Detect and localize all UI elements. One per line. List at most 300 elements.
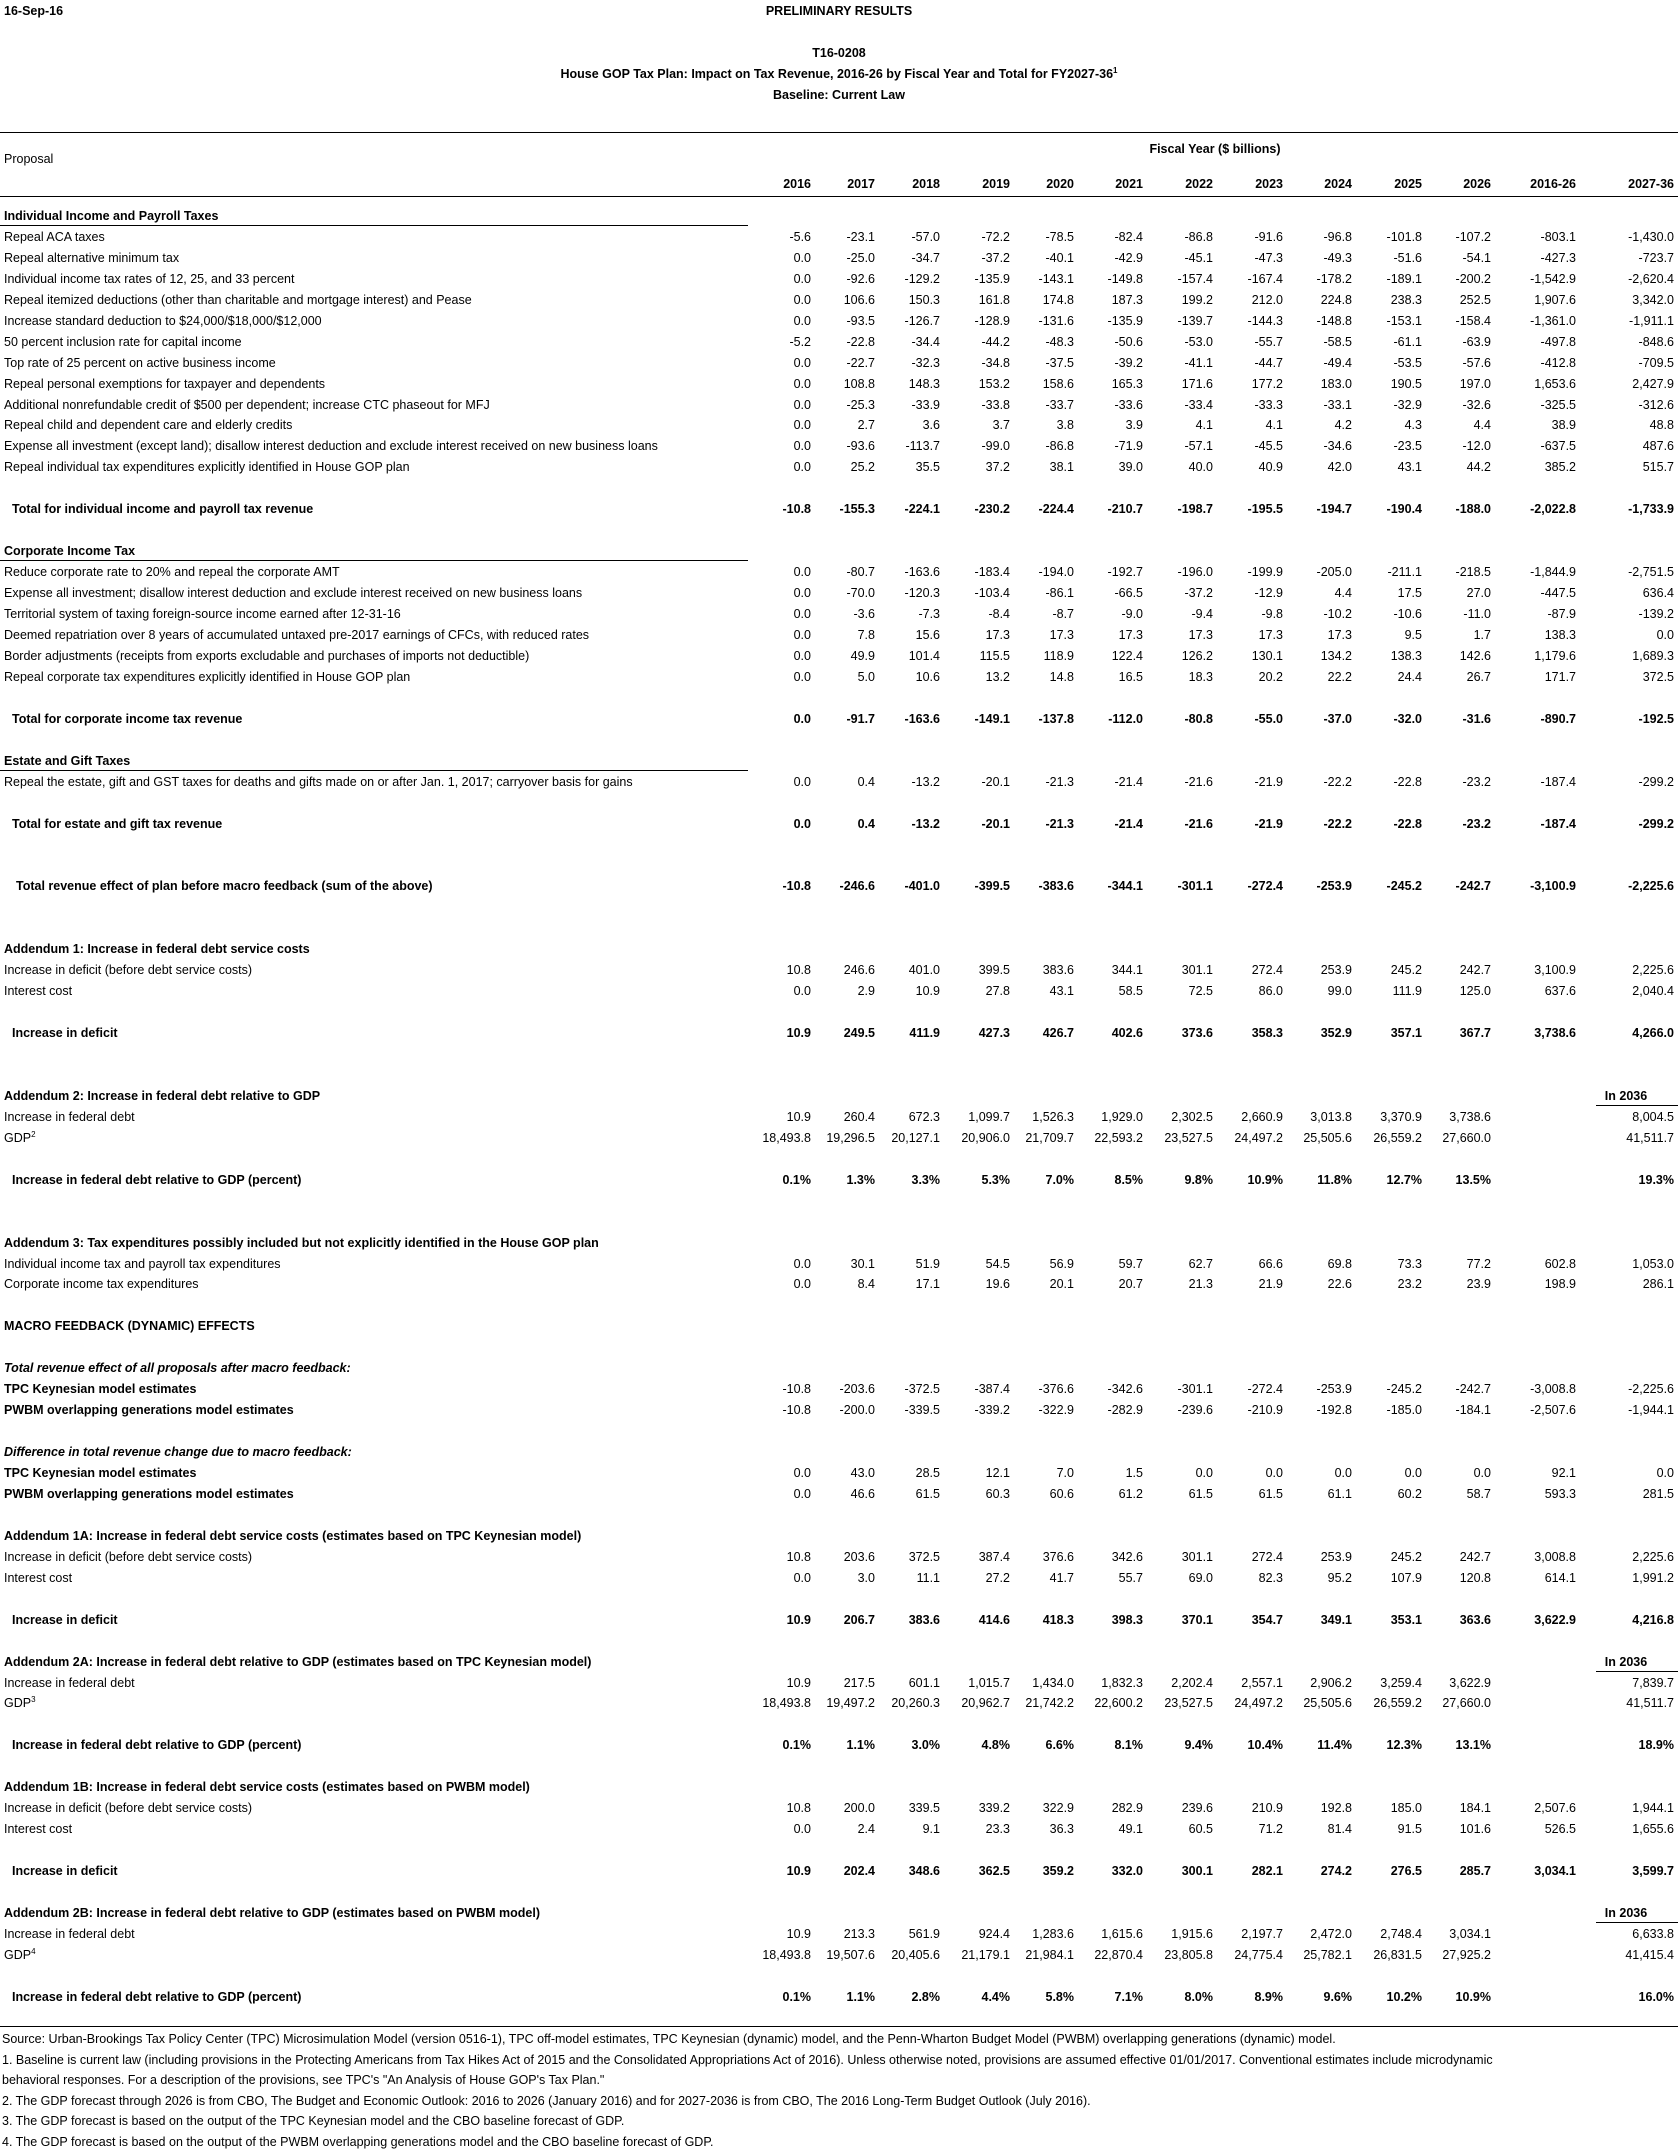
table-cell: 10.9 bbox=[786, 1110, 811, 1124]
table-cell: -301.1 bbox=[1177, 879, 1213, 893]
table-cell: -34.4 bbox=[911, 335, 940, 349]
year-header-2017: 2017 bbox=[847, 177, 875, 191]
row-label bbox=[12, 501, 313, 517]
row-label bbox=[4, 669, 410, 685]
table-cell: -41.1 bbox=[1184, 356, 1213, 370]
row-label bbox=[12, 1025, 118, 1041]
row-label-text: Individual Income and Payroll Taxes bbox=[4, 209, 219, 223]
row-label bbox=[12, 1863, 118, 1879]
table-cell: 18.9% bbox=[1638, 1738, 1674, 1752]
table-cell: 61.5 bbox=[1258, 1487, 1283, 1501]
table-cell: 2,427.9 bbox=[1632, 377, 1674, 391]
row-label-text: Repeal itemized deductions (other than charitable and mortgage interest) and Pease bbox=[4, 293, 472, 307]
table-cell: 322.9 bbox=[1042, 1801, 1074, 1815]
table-cell: -37.2 bbox=[1184, 586, 1213, 600]
table-cell: -848.6 bbox=[1638, 335, 1674, 349]
table-cell: 352.9 bbox=[1320, 1026, 1352, 1040]
table-cell: 171.7 bbox=[1544, 670, 1576, 684]
table-cell: 426.7 bbox=[1042, 1026, 1074, 1040]
table-cell: -272.4 bbox=[1247, 879, 1283, 893]
row-label-text: Addendum 2A: Increase in federal debt relative to GDP (estimates based on TPC Keynesian model) bbox=[4, 1655, 592, 1669]
row-label-text: Border adjustments (receipts from exports excludable and purchases of imports not deductible) bbox=[4, 649, 530, 663]
row-label-text: Top rate of 25 percent on active business income bbox=[4, 356, 276, 370]
table-cell: -7.3 bbox=[918, 607, 940, 621]
row-label-text: Increase in deficit bbox=[12, 1613, 118, 1627]
table-cell: 252.5 bbox=[1459, 293, 1491, 307]
table-cell: -21.4 bbox=[1114, 775, 1143, 789]
table-cell: 1,991.2 bbox=[1632, 1571, 1674, 1585]
table-cell: 16.0% bbox=[1638, 1990, 1674, 2004]
row-label-text: Difference in total revenue change due to macro feedback: bbox=[4, 1445, 352, 1459]
year-header-2025: 2025 bbox=[1394, 177, 1422, 191]
table-cell: -144.3 bbox=[1247, 314, 1283, 328]
table-cell: -22.8 bbox=[1393, 817, 1422, 831]
table-cell: -2,022.8 bbox=[1530, 502, 1576, 516]
table-cell: 0.0 bbox=[793, 628, 811, 642]
table-cell: -242.7 bbox=[1455, 879, 1491, 893]
table-cell: 120.8 bbox=[1459, 1571, 1491, 1585]
table-cell: 402.6 bbox=[1111, 1026, 1143, 1040]
table-cell: 672.3 bbox=[908, 1110, 940, 1124]
table-cell: 44.2 bbox=[1466, 460, 1491, 474]
row-label-text: Deemed repatriation over 8 years of accumulated untaxed pre-2017 earnings of CFCs, with reduced rates bbox=[4, 628, 590, 642]
table-cell: -2,751.5 bbox=[1628, 565, 1674, 579]
table-cell: -167.4 bbox=[1247, 272, 1283, 286]
section-underline bbox=[0, 560, 748, 561]
table-cell: 7.8 bbox=[857, 628, 875, 642]
table-cell: 242.7 bbox=[1459, 1550, 1491, 1564]
table-cell: 383.6 bbox=[1042, 963, 1074, 977]
table-cell: 20,127.1 bbox=[891, 1131, 940, 1145]
table-cell: 158.6 bbox=[1042, 377, 1074, 391]
table-cell: 9.6% bbox=[1323, 1990, 1352, 2004]
section-heading bbox=[4, 1654, 591, 1670]
table-cell: 138.3 bbox=[1544, 628, 1576, 642]
row-label bbox=[4, 983, 72, 999]
table-cell: 69.0 bbox=[1188, 1571, 1213, 1585]
row-label-text: Increase in federal debt relative to GDP (percent) bbox=[12, 1173, 302, 1187]
table-cell: 7.0 bbox=[1056, 1466, 1074, 1480]
table-cell: 7.1% bbox=[1114, 1990, 1143, 2004]
table-cell: -890.7 bbox=[1540, 712, 1576, 726]
table-cell: 3,034.1 bbox=[1534, 1864, 1576, 1878]
table-cell: 62.7 bbox=[1188, 1257, 1213, 1271]
section-heading bbox=[4, 753, 130, 769]
table-cell: -10.2 bbox=[1323, 607, 1352, 621]
table-cell: -54.1 bbox=[1462, 251, 1491, 265]
table-cell: -157.4 bbox=[1177, 272, 1213, 286]
table-cell: 348.6 bbox=[908, 1864, 940, 1878]
table-cell: 8.4 bbox=[857, 1277, 875, 1291]
table-cell: -2,620.4 bbox=[1628, 272, 1674, 286]
row-label bbox=[4, 1549, 252, 1565]
row-label-text: 50 percent inclusion rate for capital income bbox=[4, 335, 242, 349]
table-cell: -47.3 bbox=[1254, 251, 1283, 265]
row-label bbox=[4, 438, 658, 454]
table-cell: 25.2 bbox=[850, 460, 875, 474]
table-cell: 418.3 bbox=[1042, 1613, 1074, 1627]
row-label bbox=[4, 459, 410, 475]
table-cell: 286.1 bbox=[1642, 1277, 1674, 1291]
table-cell: 0.0 bbox=[793, 607, 811, 621]
table-cell: 383.6 bbox=[908, 1613, 940, 1627]
table-cell: -25.3 bbox=[846, 398, 875, 412]
table-cell: 1,434.0 bbox=[1032, 1676, 1074, 1690]
table-cell: 23,805.8 bbox=[1164, 1948, 1213, 1962]
table-cell: 0.0 bbox=[793, 712, 811, 726]
table-cell: -210.9 bbox=[1247, 1403, 1283, 1417]
table-cell: 36.3 bbox=[1049, 1822, 1074, 1836]
table-cell: 60.3 bbox=[985, 1487, 1010, 1501]
table-cell: -211.1 bbox=[1387, 565, 1422, 579]
in-2036-underline bbox=[1596, 1105, 1678, 1106]
table-cell: -82.4 bbox=[1114, 230, 1143, 244]
table-cell: -22.2 bbox=[1323, 775, 1352, 789]
table-cell: 66.6 bbox=[1258, 1257, 1283, 1271]
table-cell: 46.6 bbox=[850, 1487, 875, 1501]
table-cell: -126.7 bbox=[904, 314, 940, 328]
table-cell: -1,430.0 bbox=[1628, 230, 1674, 244]
table-cell: 10.9 bbox=[786, 1927, 811, 1941]
table-cell: -803.1 bbox=[1540, 230, 1576, 244]
row-label-text: Increase in federal debt relative to GDP (percent) bbox=[12, 1738, 302, 1752]
row-label bbox=[4, 1675, 135, 1691]
table-cell: 12.7% bbox=[1386, 1173, 1422, 1187]
table-cell: 27,925.2 bbox=[1442, 1948, 1491, 1962]
table-cell: 19.6 bbox=[985, 1277, 1010, 1291]
table-cell: 177.2 bbox=[1251, 377, 1283, 391]
table-cell: 3,259.4 bbox=[1380, 1676, 1422, 1690]
table-cell: 0.0 bbox=[793, 1257, 811, 1271]
table-cell: 20,962.7 bbox=[961, 1696, 1010, 1710]
table-cell: -149.1 bbox=[974, 712, 1010, 726]
table-cell: -637.5 bbox=[1540, 439, 1576, 453]
year-header-2021: 2021 bbox=[1115, 177, 1143, 191]
table-cell: 185.0 bbox=[1390, 1801, 1422, 1815]
table-cell: -93.5 bbox=[846, 314, 875, 328]
row-label-text: Increase standard deduction to $24,000/$18,000/$12,000 bbox=[4, 314, 322, 328]
table-cell: 0.0 bbox=[1404, 1466, 1422, 1480]
table-cell: -194.7 bbox=[1316, 502, 1352, 516]
table-cell: 515.7 bbox=[1642, 460, 1674, 474]
table-cell: 183.0 bbox=[1320, 377, 1352, 391]
table-cell: -112.0 bbox=[1108, 712, 1143, 726]
row-label-text: Individual income tax and payroll tax expenditures bbox=[4, 1257, 281, 1271]
row-label-text: Increase in federal debt relative to GDP (percent) bbox=[12, 1990, 302, 2004]
table-cell: 253.9 bbox=[1320, 963, 1352, 977]
table-cell: 3.0% bbox=[911, 1738, 940, 1752]
table-cell: 38.9 bbox=[1551, 418, 1576, 432]
table-cell: 3,342.0 bbox=[1632, 293, 1674, 307]
table-cell: 16.5 bbox=[1118, 670, 1143, 684]
table-cell: -63.9 bbox=[1462, 335, 1491, 349]
table-cell: -148.8 bbox=[1316, 314, 1352, 328]
table-cell: -37.0 bbox=[1323, 712, 1352, 726]
table-cell: -10.8 bbox=[782, 879, 811, 893]
table-cell: 376.6 bbox=[1042, 1550, 1074, 1564]
table-cell: 161.8 bbox=[978, 293, 1010, 307]
table-cell: 245.2 bbox=[1390, 963, 1422, 977]
table-cell: 339.5 bbox=[908, 1801, 940, 1815]
table-cell: 0.0 bbox=[793, 817, 811, 831]
table-cell: 22,593.2 bbox=[1094, 1131, 1143, 1145]
table-cell: 0.0 bbox=[793, 356, 811, 370]
table-cell: 17.3 bbox=[985, 628, 1010, 642]
table-cell: 27,660.0 bbox=[1442, 1696, 1491, 1710]
year-header-2020: 2020 bbox=[1046, 177, 1074, 191]
year-header-2016: 2016 bbox=[783, 177, 811, 191]
table-cell: 1,929.0 bbox=[1101, 1110, 1143, 1124]
table-cell: -71.9 bbox=[1114, 439, 1143, 453]
table-cell: 370.1 bbox=[1181, 1613, 1213, 1627]
section-heading bbox=[4, 543, 135, 559]
row-label-text: Total for estate and gift tax revenue bbox=[12, 817, 223, 831]
table-cell: 22,600.2 bbox=[1094, 1696, 1143, 1710]
table-cell: -70.0 bbox=[846, 586, 875, 600]
table-cell: 2,225.6 bbox=[1632, 1550, 1674, 1564]
table-cell: 10.9 bbox=[786, 1026, 811, 1040]
row-label-text: Estate and Gift Taxes bbox=[4, 754, 131, 768]
table-cell: 10.2% bbox=[1386, 1990, 1422, 2004]
table-cell: 86.0 bbox=[1258, 984, 1283, 998]
row-label-text: Additional nonrefundable credit of $500 per dependent; increase CTC phaseout for MFJ bbox=[4, 398, 490, 412]
table-cell: -80.8 bbox=[1184, 712, 1213, 726]
table-cell: 3,622.9 bbox=[1449, 1676, 1491, 1690]
table-cell: -245.2 bbox=[1386, 879, 1422, 893]
table-cell: -49.4 bbox=[1323, 356, 1352, 370]
section-heading bbox=[4, 1235, 599, 1251]
table-cell: 17.3 bbox=[1258, 628, 1283, 642]
table-cell: 8.0% bbox=[1184, 1990, 1213, 2004]
table-cell: 40.9 bbox=[1258, 460, 1283, 474]
table-cell: 20.1 bbox=[1049, 1277, 1074, 1291]
table-cell: -8.4 bbox=[988, 607, 1010, 621]
table-cell: 61.5 bbox=[1188, 1487, 1213, 1501]
row-label-text: Increase in federal debt bbox=[4, 1110, 135, 1124]
table-cell: 0.0 bbox=[793, 1277, 811, 1291]
table-cell: 92.1 bbox=[1551, 1466, 1576, 1480]
table-cell: 339.2 bbox=[978, 1801, 1010, 1815]
table-cell: 9.5 bbox=[1404, 628, 1422, 642]
row-label bbox=[4, 1486, 294, 1502]
table-cell: 614.1 bbox=[1544, 1571, 1576, 1585]
table-cell: 10.8 bbox=[786, 963, 811, 977]
table-cell: -99.0 bbox=[981, 439, 1010, 453]
table-cell: 0.0 bbox=[793, 314, 811, 328]
table-cell: -48.3 bbox=[1045, 335, 1074, 349]
table-cell: -187.4 bbox=[1540, 817, 1576, 831]
table-cell: 1,944.1 bbox=[1632, 1801, 1674, 1815]
row-label-text: Total revenue effect of all proposals after macro feedback: bbox=[4, 1361, 351, 1375]
table-bottom-rule bbox=[0, 2026, 1678, 2027]
table-cell: 60.6 bbox=[1049, 1487, 1074, 1501]
table-cell: -32.9 bbox=[1393, 398, 1422, 412]
table-cell: 4,216.8 bbox=[1632, 1613, 1674, 1627]
table-cell: 0.0 bbox=[793, 984, 811, 998]
row-label bbox=[4, 774, 633, 790]
table-cell: -12.9 bbox=[1254, 586, 1283, 600]
table-cell: -447.5 bbox=[1540, 586, 1576, 600]
row-label-text: Repeal the estate, gift and GST taxes for deaths and gifts made on or after Jan. 1, 2017; carryover basis for gains bbox=[4, 775, 633, 789]
table-cell: 4.4% bbox=[981, 1990, 1010, 2004]
table-cell: -342.6 bbox=[1107, 1382, 1143, 1396]
table-cell: 3,034.1 bbox=[1449, 1927, 1491, 1941]
table-cell: 385.2 bbox=[1544, 460, 1576, 474]
year-header-2027-36: 2027-36 bbox=[1628, 177, 1674, 191]
year-header-2018: 2018 bbox=[912, 177, 940, 191]
row-label bbox=[4, 1130, 36, 1146]
table-cell: 342.6 bbox=[1111, 1550, 1143, 1564]
row-label bbox=[4, 1926, 135, 1942]
section-heading bbox=[4, 1318, 255, 1334]
footnote: 1. Baseline is current law (including provisions in the Protecting Americans from Tax Hikes Act of 2015 and the Consolidated Appropriations Act of 2016). Unless otherwise noted, provisions are assumed effective 01/01/2017. Conventional estimates include microdynamic bbox=[2, 2052, 1493, 2067]
table-cell: 372.5 bbox=[908, 1550, 940, 1564]
section-heading bbox=[4, 941, 310, 957]
year-header-2023: 2023 bbox=[1255, 177, 1283, 191]
table-cell: 1.5 bbox=[1125, 1466, 1143, 1480]
table-cell: 1,615.6 bbox=[1101, 1927, 1143, 1941]
table-cell: 2,225.6 bbox=[1632, 963, 1674, 977]
table-cell: 217.5 bbox=[843, 1676, 875, 1690]
table-cell: -87.9 bbox=[1547, 607, 1576, 621]
row-label bbox=[4, 1800, 252, 1816]
table-cell: 17.3 bbox=[1118, 628, 1143, 642]
table-cell: 0.0 bbox=[1656, 1466, 1674, 1480]
table-cell: 1,283.6 bbox=[1032, 1927, 1074, 1941]
table-cell: -50.6 bbox=[1114, 335, 1143, 349]
table-cell: 362.5 bbox=[978, 1864, 1010, 1878]
row-label bbox=[4, 564, 340, 580]
table-cell: 1,053.0 bbox=[1632, 1257, 1674, 1271]
footnote-marker: 3 bbox=[31, 1694, 36, 1704]
table-cell: 21.3 bbox=[1188, 1277, 1213, 1291]
table-cell: 0.1% bbox=[782, 1990, 811, 2004]
row-label-text: Addendum 1A: Increase in federal debt service costs (estimates based on TPC Keynesian model) bbox=[4, 1529, 582, 1543]
table-cell: 20,260.3 bbox=[891, 1696, 940, 1710]
row-label-text: Interest cost bbox=[4, 1822, 73, 1836]
row-label bbox=[4, 397, 490, 413]
year-header-2024: 2024 bbox=[1324, 177, 1352, 191]
row-label bbox=[16, 878, 433, 894]
table-cell: 23.3 bbox=[985, 1822, 1010, 1836]
table-cell: 54.5 bbox=[985, 1257, 1010, 1271]
table-cell: -91.7 bbox=[846, 712, 875, 726]
table-cell: 2,557.1 bbox=[1241, 1676, 1283, 1690]
table-cell: 0.0 bbox=[793, 272, 811, 286]
table-title: House GOP Tax Plan: Impact on Tax Revenue, 2016-26 by Fiscal Year and Total for $FY2027-36^1$ bbox=[560, 65, 1118, 81]
table-cell: -139.2 bbox=[1638, 607, 1674, 621]
table-cell: -91.6 bbox=[1254, 230, 1283, 244]
table-cell: -1,542.9 bbox=[1530, 272, 1576, 286]
table-cell: -246.6 bbox=[839, 879, 875, 893]
table-cell: 19,497.2 bbox=[826, 1696, 875, 1710]
table-cell: 43.1 bbox=[1397, 460, 1422, 474]
table-cell: 22,870.4 bbox=[1094, 1948, 1143, 1962]
row-label bbox=[4, 1381, 196, 1397]
row-label bbox=[12, 1737, 301, 1753]
table-cell: 40.0 bbox=[1188, 460, 1213, 474]
table-cell: -195.5 bbox=[1247, 502, 1283, 516]
table-cell: 7.0% bbox=[1045, 1173, 1074, 1187]
table-cell: 27.8 bbox=[985, 984, 1010, 998]
table-cell: 411.9 bbox=[909, 1026, 940, 1040]
table-cell: 2,748.4 bbox=[1380, 1927, 1422, 1941]
row-label-text: Repeal corporate tax expenditures explicitly identified in House GOP plan bbox=[4, 670, 411, 684]
table-cell: -143.1 bbox=[1038, 272, 1074, 286]
table-cell: 239.6 bbox=[1181, 1801, 1213, 1815]
table-cell: 10.9 bbox=[786, 1864, 811, 1878]
table-cell: -58.5 bbox=[1323, 335, 1352, 349]
table-cell: 10.4% bbox=[1247, 1738, 1283, 1752]
table-cell: 60.2 bbox=[1397, 1487, 1422, 1501]
table-cell: 99.0 bbox=[1327, 984, 1352, 998]
table-cell: 3.3% bbox=[911, 1173, 940, 1187]
table-cell: 22.6 bbox=[1327, 1277, 1352, 1291]
table-cell: -158.4 bbox=[1455, 314, 1491, 328]
year-header-2019: 2019 bbox=[982, 177, 1010, 191]
table-cell: 11.1 bbox=[916, 1571, 940, 1585]
table-cell: 398.3 bbox=[1111, 1613, 1143, 1627]
table-cell: -20.1 bbox=[981, 817, 1010, 831]
row-label bbox=[4, 962, 252, 978]
table-cell: 2,040.4 bbox=[1632, 984, 1674, 998]
table-cell: -55.0 bbox=[1254, 712, 1283, 726]
table-cell: 282.9 bbox=[1111, 1801, 1143, 1815]
table-cell: -23.2 bbox=[1462, 775, 1491, 789]
table-cell: 246.6 bbox=[843, 963, 875, 977]
row-label bbox=[12, 1989, 301, 2005]
table-cell: 0.0 bbox=[1334, 1466, 1352, 1480]
table-cell: 3.9 bbox=[1125, 418, 1143, 432]
row-label-text: Repeal alternative minimum tax bbox=[4, 251, 180, 265]
table-cell: 10.6 bbox=[915, 670, 940, 684]
table-cell: -183.4 bbox=[974, 565, 1010, 579]
table-cell: -20.1 bbox=[981, 775, 1010, 789]
table-cell: -66.5 bbox=[1114, 586, 1143, 600]
table-cell: -272.4 bbox=[1247, 1382, 1283, 1396]
table-cell: -1,944.1 bbox=[1628, 1403, 1674, 1417]
table-cell: 21,984.1 bbox=[1025, 1948, 1074, 1962]
table-cell: -188.0 bbox=[1455, 502, 1491, 516]
row-label bbox=[4, 355, 276, 371]
table-cell: 0.0 bbox=[1195, 1466, 1213, 1480]
table-cell: 399.5 bbox=[978, 963, 1010, 977]
row-label-text: Increase in deficit bbox=[12, 1026, 118, 1040]
table-cell: 1,907.6 bbox=[1534, 293, 1576, 307]
table-cell: 4.2 bbox=[1334, 418, 1352, 432]
section-heading bbox=[4, 1088, 320, 1104]
table-cell: -192.5 bbox=[1638, 712, 1674, 726]
table-cell: -33.3 bbox=[1254, 398, 1283, 412]
table-cell: -149.8 bbox=[1107, 272, 1143, 286]
table-cell: -22.2 bbox=[1323, 817, 1352, 831]
table-cell: -22.8 bbox=[846, 335, 875, 349]
row-label bbox=[4, 1109, 135, 1125]
table-cell: 2.9 bbox=[857, 984, 875, 998]
proposal-column-header: Proposal bbox=[4, 152, 54, 166]
table-cell: 11.4% bbox=[1317, 1738, 1352, 1752]
table-cell: 122.4 bbox=[1111, 649, 1143, 663]
table-cell: 106.6 bbox=[843, 293, 875, 307]
row-label bbox=[4, 229, 105, 245]
row-label bbox=[4, 648, 529, 664]
table-cell: -192.7 bbox=[1107, 565, 1143, 579]
table-cell: 18,493.8 bbox=[762, 1948, 811, 1962]
table-cell: -10.8 bbox=[782, 1403, 811, 1417]
table-cell: 8.9% bbox=[1254, 1990, 1283, 2004]
table-cell: -33.4 bbox=[1184, 398, 1213, 412]
table-cell: -11.0 bbox=[1463, 607, 1491, 621]
